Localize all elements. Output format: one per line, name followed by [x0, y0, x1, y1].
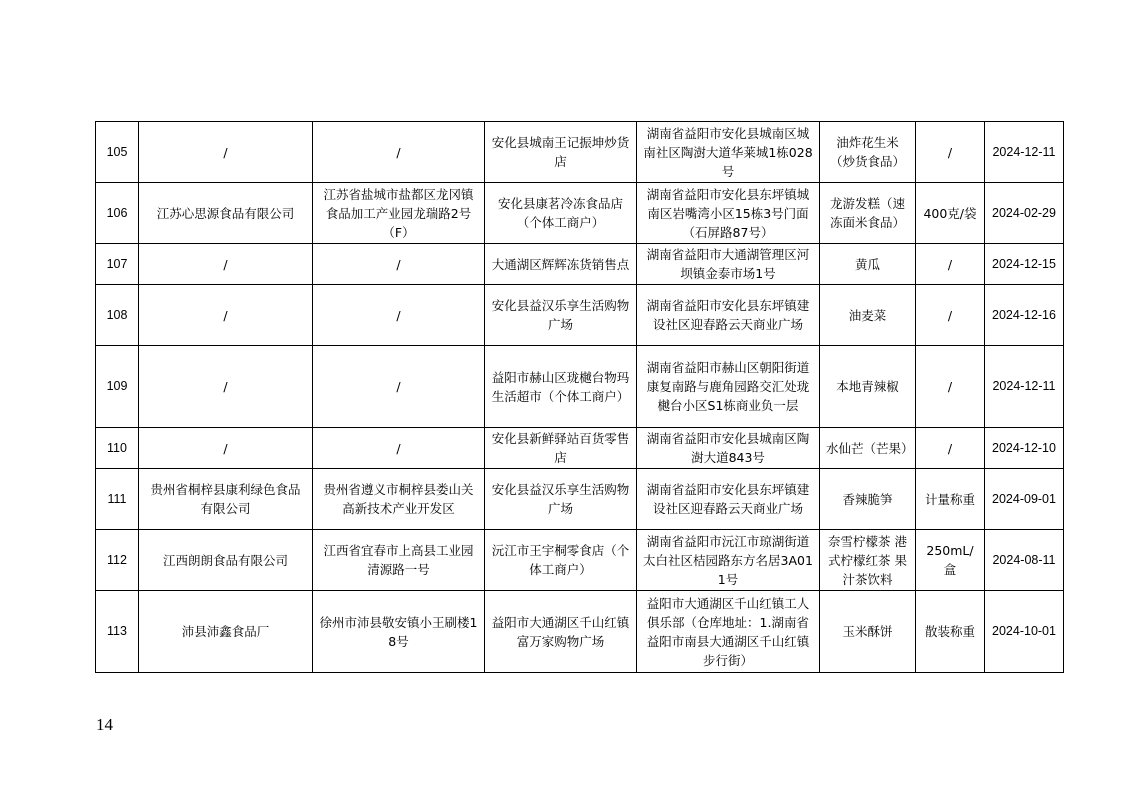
- seller-address-cell: 湖南省益阳市赫山区朝阳街道康复南路与鹿角园路交汇处珑樾台小区S1栋商业负一层: [637, 346, 820, 428]
- production-date-cell: 2024-12-15: [985, 244, 1064, 285]
- production-date-cell: 2024-12-10: [985, 428, 1064, 469]
- seller-cell: 益阳市大通湖区千山红镇富万家购物广场: [485, 591, 637, 673]
- production-date-cell: 2024-02-29: [985, 183, 1064, 244]
- production-date-cell: 2024-12-11: [985, 122, 1064, 183]
- seller-address-cell: 湖南省益阳市沅江市琼湖街道太白社区桔园路东方名居3A011号: [637, 530, 820, 591]
- production-date-cell: 2024-09-01: [985, 469, 1064, 530]
- specification-cell: /: [916, 285, 985, 346]
- row-number-cell: 111: [96, 469, 139, 530]
- seller-cell: 沅江市王宇桐零食店（个体工商户）: [485, 530, 637, 591]
- product-name-cell: 水仙芒（芒果）: [820, 428, 916, 469]
- page-number: 14: [96, 715, 113, 734]
- manufacturer-cell: /: [139, 122, 313, 183]
- manufacturer-address-cell: 贵州省遵义市桐梓县娄山关高新技术产业开发区: [313, 469, 485, 530]
- manufacturer-address-cell: 江西省宜春市上高县工业园清源路一号: [313, 530, 485, 591]
- seller-address-cell: 湖南省益阳市安化县东坪镇城南区岩嘴湾小区15栋3号门面（石屏路87号）: [637, 183, 820, 244]
- table-row: [96, 469, 1064, 530]
- product-name-cell: 黄瓜: [820, 244, 916, 285]
- seller-cell: 安化县康茗冷冻食品店（个体工商户）: [485, 183, 637, 244]
- table-row: [96, 244, 1064, 285]
- product-name-cell: 奈雪柠檬茶 港式柠檬红茶 果汁茶饮料: [820, 530, 916, 591]
- product-name-cell: 油炸花生米（炒货食品）: [820, 122, 916, 183]
- table-row: [96, 530, 1064, 591]
- seller-address-cell: 湖南省益阳市安化县东坪镇建设社区迎春路云天商业广场: [637, 285, 820, 346]
- product-name-cell: 本地青辣椒: [820, 346, 916, 428]
- manufacturer-cell: /: [139, 244, 313, 285]
- production-date-cell: 2024-12-16: [985, 285, 1064, 346]
- specification-cell: 计量称重: [916, 469, 985, 530]
- manufacturer-address-cell: /: [313, 285, 485, 346]
- table-row: [96, 285, 1064, 346]
- manufacturer-address-cell: /: [313, 346, 485, 428]
- seller-cell: 安化县城南王记振坤炒货店: [485, 122, 637, 183]
- specification-cell: /: [916, 122, 985, 183]
- manufacturer-address-cell: /: [313, 122, 485, 183]
- specification-cell: 250mL/盒: [916, 530, 985, 591]
- seller-cell: 益阳市赫山区珑樾台物玛生活超市（个体工商户）: [485, 346, 637, 428]
- row-number-cell: 105: [96, 122, 139, 183]
- specification-cell: /: [916, 346, 985, 428]
- seller-cell: 安化县新鲜驿站百货零售店: [485, 428, 637, 469]
- table-row: [96, 428, 1064, 469]
- table-row: [96, 591, 1064, 673]
- manufacturer-cell: 江苏心思源食品有限公司: [139, 183, 313, 244]
- table-row: [96, 346, 1064, 428]
- production-date-cell: 2024-08-11: [985, 530, 1064, 591]
- manufacturer-cell: /: [139, 285, 313, 346]
- manufacturer-address-cell: /: [313, 428, 485, 469]
- specification-cell: /: [916, 244, 985, 285]
- manufacturer-cell: 江西朗朗食品有限公司: [139, 530, 313, 591]
- manufacturer-cell: 沛县沛鑫食品厂: [139, 591, 313, 673]
- row-number-cell: 107: [96, 244, 139, 285]
- manufacturer-address-cell: /: [313, 244, 485, 285]
- row-number-cell: 112: [96, 530, 139, 591]
- product-name-cell: 油麦菜: [820, 285, 916, 346]
- product-name-cell: 香辣脆笋: [820, 469, 916, 530]
- manufacturer-cell: /: [139, 428, 313, 469]
- specification-cell: 400克/袋: [916, 183, 985, 244]
- seller-address-cell: 湖南省益阳市安化县东坪镇建设社区迎春路云天商业广场: [637, 469, 820, 530]
- seller-address-cell: 湖南省益阳市安化县城南区城南社区陶澍大道华莱城1栋028号: [637, 122, 820, 183]
- sampling-results-table: [95, 121, 1064, 673]
- table-row: [96, 183, 1064, 244]
- production-date-cell: 2024-10-01: [985, 591, 1064, 673]
- table-body: [96, 122, 1064, 673]
- seller-cell: 安化县益汉乐享生活购物广场: [485, 285, 637, 346]
- row-number-cell: 110: [96, 428, 139, 469]
- manufacturer-address-cell: 江苏省盐城市盐都区龙冈镇食品加工产业园龙瑞路2号（F）: [313, 183, 485, 244]
- table-row: [96, 122, 1064, 183]
- row-number-cell: 109: [96, 346, 139, 428]
- specification-cell: /: [916, 428, 985, 469]
- seller-cell: 大通湖区辉辉冻货销售点: [485, 244, 637, 285]
- specification-cell: 散装称重: [916, 591, 985, 673]
- row-number-cell: 113: [96, 591, 139, 673]
- seller-cell: 安化县益汉乐享生活购物广场: [485, 469, 637, 530]
- product-name-cell: 龙游发糕（速冻面米食品）: [820, 183, 916, 244]
- seller-address-cell: 湖南省益阳市大通湖管理区河坝镇金泰市场1号: [637, 244, 820, 285]
- seller-address-cell: 湖南省益阳市安化县城南区陶澍大道843号: [637, 428, 820, 469]
- manufacturer-cell: 贵州省桐梓县康利绿色食品有限公司: [139, 469, 313, 530]
- row-number-cell: 106: [96, 183, 139, 244]
- production-date-cell: 2024-12-11: [985, 346, 1064, 428]
- product-name-cell: 玉米酥饼: [820, 591, 916, 673]
- seller-address-cell: 益阳市大通湖区千山红镇工人俱乐部（仓库地址：1.湖南省益阳市南县大通湖区千山红镇步行街）: [637, 591, 820, 673]
- manufacturer-address-cell: 徐州市沛县敬安镇小王刷楼18号: [313, 591, 485, 673]
- row-number-cell: 108: [96, 285, 139, 346]
- manufacturer-cell: /: [139, 346, 313, 428]
